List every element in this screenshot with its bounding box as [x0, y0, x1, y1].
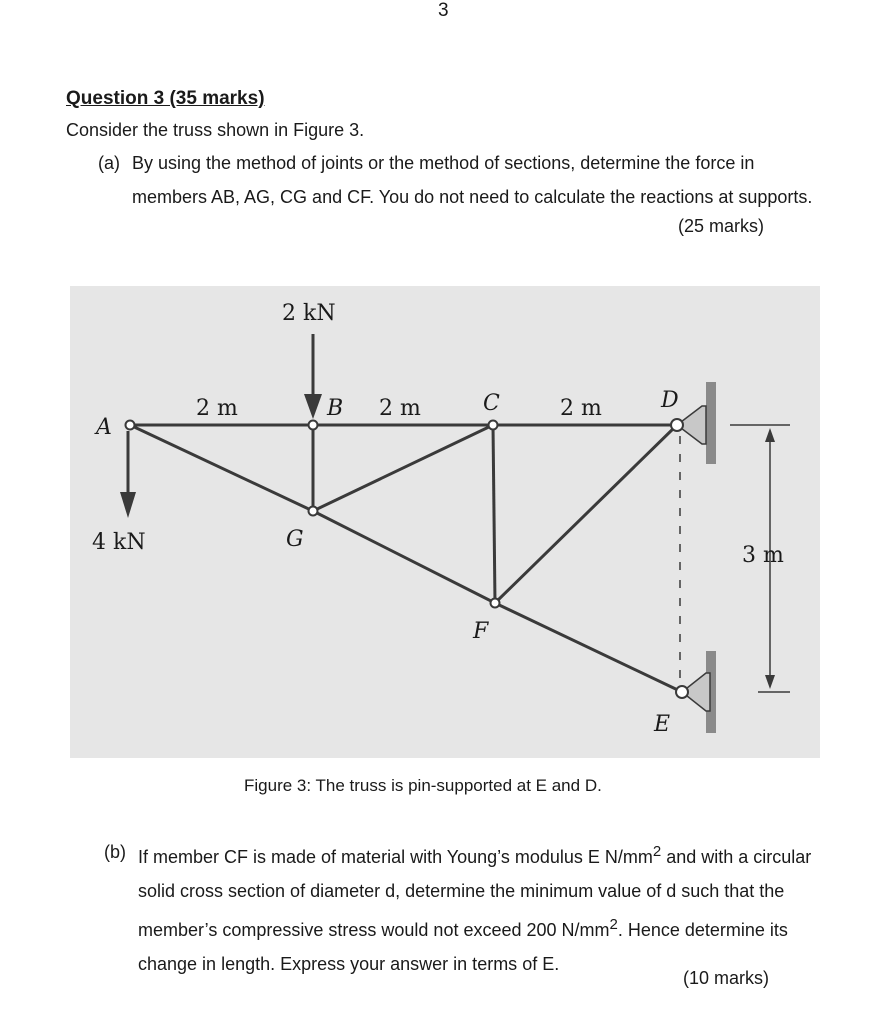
truss-members	[130, 425, 682, 692]
dim-cd-label: 2 m	[560, 396, 602, 421]
part-b-marks: (10 marks)	[683, 968, 770, 988]
joint-f-label: F	[473, 619, 489, 644]
joint-a-label: A	[96, 415, 112, 440]
member-ag	[130, 425, 313, 511]
pin-a	[126, 421, 135, 430]
question-intro: Consider the truss shown in Figure 3.	[66, 120, 365, 140]
part-b	[104, 835, 834, 981]
truss-figure	[70, 286, 820, 758]
dim-bc-label: 2 m	[379, 396, 421, 421]
part-b-sup-1: 2	[652, 843, 662, 860]
question-title: Question 3 (35 marks)	[66, 88, 265, 109]
member-cg	[313, 425, 493, 511]
part-b-text	[138, 835, 834, 981]
load-arrow-b	[304, 334, 322, 419]
member-fd	[495, 425, 677, 603]
support-e	[676, 651, 716, 733]
load-b-label: 2 kN	[282, 301, 336, 326]
pin-b	[309, 421, 318, 430]
joint-g-label: G	[286, 527, 304, 552]
dim-ab-label: 2 m	[196, 396, 238, 421]
part-a-text: By using the method of joints or the method of sections, determine the force in members AB, AG, CG and CF. You do not need to calculate the reactions at supports.	[132, 153, 813, 207]
pin-c	[489, 421, 498, 430]
pin-f	[491, 599, 500, 608]
dim-de-label: 3 m	[742, 543, 784, 568]
part-a-marks: (25 marks)	[678, 216, 765, 236]
part-a	[98, 146, 828, 214]
load-arrow-a	[120, 431, 136, 518]
truss-diagram	[70, 286, 820, 758]
page-number: 3	[438, 0, 449, 21]
joint-c-label: C	[483, 391, 500, 416]
figure-caption: Figure 3: The truss is pin-supported at E and D.	[244, 776, 602, 795]
part-b-sup-2: 2	[609, 916, 618, 933]
joint-d-label: D	[661, 388, 679, 413]
pin-g	[309, 507, 318, 516]
member-cf	[493, 425, 495, 603]
load-a-label: 4 kN	[92, 530, 146, 555]
part-a-label: (a)	[98, 153, 120, 173]
part-b-text-3: . Hence determine its change in length. Express your answer in terms of E.	[138, 920, 788, 974]
joint-e-label: E	[654, 712, 671, 737]
member-fe	[495, 603, 682, 692]
member-gf	[313, 511, 495, 603]
joint-b-label: B	[327, 396, 344, 421]
part-b-text-2: and with a circular solid cross section of diameter d, determine the minimum value of d such that the member’s compressive stress would not exceed 200 N/mm	[138, 847, 812, 940]
part-b-text-1: If member CF is made of material with Young’s modulus E N/mm	[138, 847, 653, 867]
part-b-label: (b)	[104, 842, 126, 862]
